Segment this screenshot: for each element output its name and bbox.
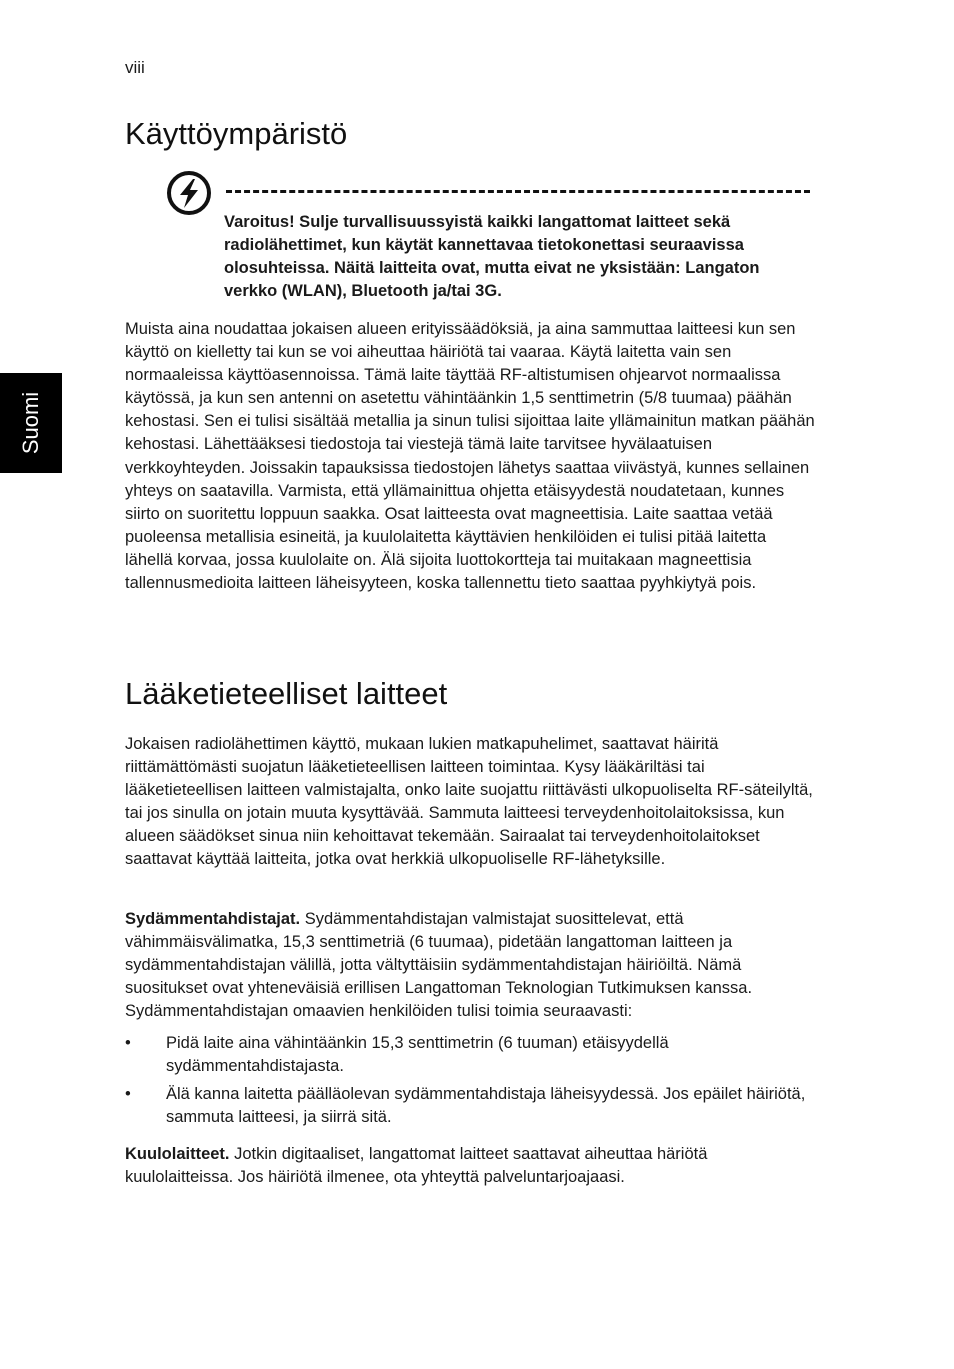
list-item-text: Älä kanna laitetta päälläolevan sydämmentahdistaja läheisyydessä. Jos epäilet häiriötä, sammuta laitteesi, ja siirrä sitä. bbox=[166, 1085, 806, 1127]
medical-intro-paragraph: Jokaisen radiolähettimen käyttö, mukaan lukien matkapuhelimet, saattavat häiritä riittämättömästi suojatun lääketieteellisen laitteen toimintaa. Kysy lääkäriltäsi tai lääketieteellisen laitteen valmistajalta, onko laite suojattu riittävästi ulkopuoliselta RF-säteilyltä, tai jos sinulla on jotain muuta kysyttävää. Sammuta laitteesi terveydenhoitolaitoksissa, kun alueen säädökset sinua niin kehoittavat tekemään. Sairaalat tai terveydenhoitolaitokset saattavat käyttää laitteita, jotka ovat herkkiä ulkopuoliselle RF-lähetyksille. bbox=[125, 735, 813, 869]
hearing-aids-text: Jotkin digitaaliset, langattomat laitteet saattavat aiheuttaa häriötä kuulolaitteissa. Jos häiriötä ilmenee, ota yhteyttä palveluntarjoajaasi. bbox=[125, 1145, 708, 1187]
pacemakers-label: Sydämmentahdistajat. bbox=[125, 910, 301, 928]
bullet-marker: • bbox=[125, 1034, 131, 1052]
list-item-text: Pidä laite aina vähintäänkin 15,3 senttimetrin (6 tuuman) etäisyydellä sydämmentahdistajasta. bbox=[166, 1034, 669, 1076]
pacemakers-text: Sydämmentahdistajan valmistajat suosittelevat, että vähimmäisvälimatka, 15,3 senttimetriä (6 tuumaa), pidetään langattoman laitteen ja sydämmentahdistajan välillä, jotta vältyttäisiin sydämmentahdistajan häiriöiltä. Nämä suositukset ovat yhteneväisiä erillisen Langattoman Teknologian Tutkimuksen kanssa. Sydämmentahdistajan omaavien henkilöiden tulisi toimia seuraavasti: bbox=[125, 910, 753, 1021]
page-number: viii bbox=[125, 58, 145, 77]
language-side-tab bbox=[0, 373, 62, 473]
pacemakers-paragraph bbox=[125, 908, 815, 1023]
environment-paragraph: Muista aina noudattaa jokaisen alueen erityissäädöksiä, ja aina sammuttaa laitteesi kun sen käyttö on kielletty tai kun se voi aiheuttaa häiriötä tai vaaraa. Käytä laitetta vain sen normaaleissa käyttöasennoissa. Tämä laite täyttää RF-altistumisen ohjearvot normaalissa käytössä, ja kun sen antenni on asetettu vähintäänkin 1,5 senttimetrin (5/8 tuumaa) päähän kehostasi. Sen ei tulisi sisältää metallia ja sinun tulisi sijoittaa laite yllämainitun matkan päähän kehostasi. Lähettääksesi tiedostoja tai viestejä tämä laite tarvitsee hyvälaatuisen verkkoyhteyden. Joissakin tapauksissa tiedostojen lähetys saattaa viivästyä, kunnes sellainen yhteys on saatavilla. Varmista, että yllämainittua ohjetta etäisyydestä noudatetaan, kunnes siirto on suoritettu loppuun saakka. Osat laitteesta ovat magneettisia. Laite saattaa vetää puoleensa metallisia esineitä, ja kuulolaitetta käyttävien henkilöiden ei tulisi pitää laitetta lähellä korvaa, jossa kuulolaite on. Älä sijoita luottokortteja tai muitakaan magneettisia tallennusmedioita laitteen läheisyyteen, koska tallennettu tieto saattaa pyyhkiytyä pois. bbox=[125, 320, 815, 593]
section-title-kayttoymparisto: Käyttöympäristö bbox=[125, 116, 348, 151]
hearing-aids-paragraph bbox=[125, 1143, 815, 1189]
warning-text: Varoitus! Sulje turvallisuussyistä kaikki langattomat laitteet sekä radiolähettimet, kun käytät kannettavaa tietokonettasi seuraavissa olosuhteissa. Näitä laitteita ovat, mutta eivat ne yksistään: Langaton verkko (WLAN), Bluetooth ja/tai 3G. bbox=[224, 213, 760, 300]
hearing-aids-label: Kuulolaitteet. bbox=[125, 1145, 230, 1163]
lightning-warning-icon bbox=[166, 170, 212, 216]
warning-divider bbox=[226, 190, 810, 193]
language-side-tab-label: Suomi bbox=[18, 391, 44, 455]
section-title-medical-devices: Lääketieteelliset laitteet bbox=[125, 676, 448, 711]
bullet-marker: • bbox=[125, 1085, 131, 1103]
